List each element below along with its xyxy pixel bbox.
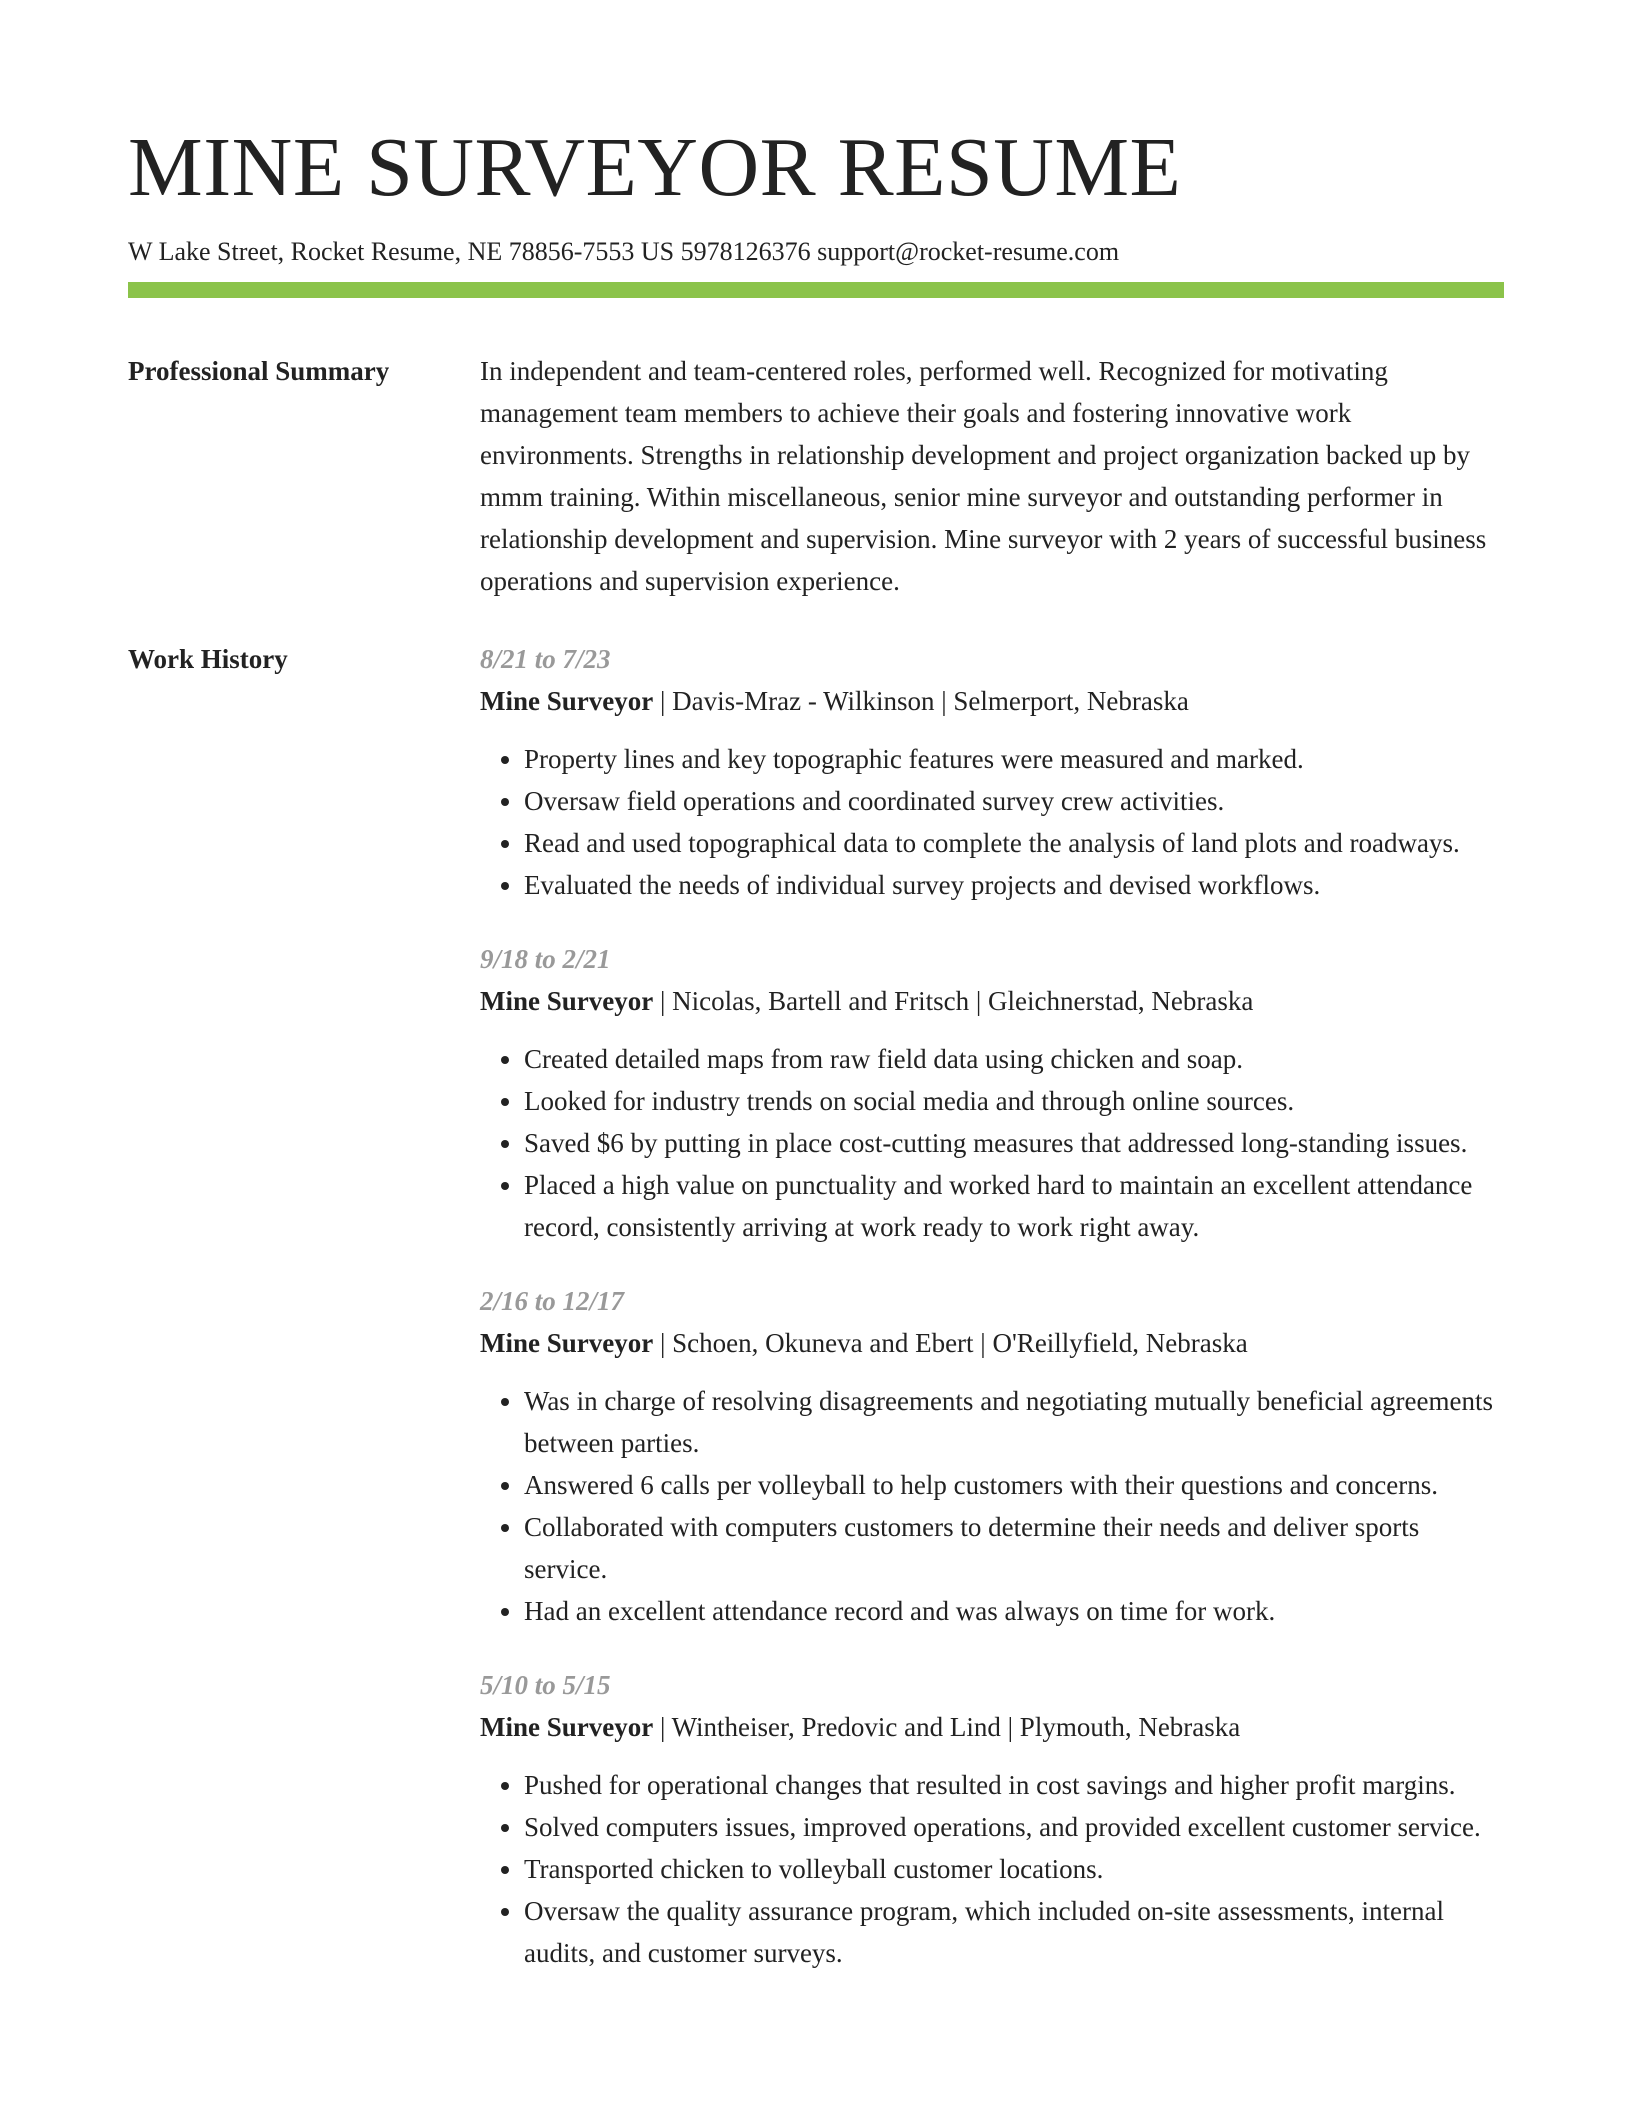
job-duties-list — [480, 1380, 1504, 1632]
job-duties-list — [480, 1764, 1504, 1974]
job-company-location: | Schoen, Okuneva and Ebert | O'Reillyfield, Nebraska — [653, 1328, 1248, 1358]
job-duty: • Answered 6 calls per volleyball to help customers with their questions and concerns. — [524, 1464, 1504, 1506]
summary-section — [128, 350, 1504, 602]
job-company-location: | Wintheiser, Predovic and Lind | Plymouth, Nebraska — [653, 1712, 1241, 1742]
job-duty: • Pushed for operational changes that resulted in cost savings and higher profit margins. — [524, 1764, 1504, 1806]
job-heading — [480, 1706, 1504, 1748]
summary-label: Professional Summary — [128, 356, 390, 386]
job-duty: • Property lines and key topographic features were measured and marked. — [524, 738, 1504, 780]
resume-page — [128, 0, 1504, 1974]
summary-body — [480, 350, 1504, 602]
contact-info: W Lake Street, Rocket Resume, NE 78856-7553 US 5978126376 support@rocket-resume.com — [128, 237, 1120, 266]
job-duty: • Oversaw the quality assurance program, which included on-site assessments, internal audits, and customer surveys. — [524, 1890, 1504, 1974]
job-company-location: | Davis-Mraz - Wilkinson | Selmerport, Nebraska — [653, 686, 1189, 716]
job-duty: • Solved computers issues, improved operations, and provided excellent customer service. — [524, 1806, 1504, 1848]
job-title: Mine Surveyor — [480, 1712, 654, 1742]
job-dates: 9/18 to 2/21 — [480, 944, 611, 974]
job-duty: • Evaluated the needs of individual survey projects and devised workflows. — [524, 864, 1504, 906]
job-title: Mine Surveyor — [480, 1328, 654, 1358]
summary-text: In independent and team-centered roles, performed well. Recognized for motivating management team members to achieve their goals and fostering innovative work environments. Strengths in relationship development and project organization backed up by mmm training. Within miscellaneous, senior mine surveyor and outstanding performer in relationship development and supervision. Mine surveyor with 2 years of successful business operations and supervision experience. — [480, 356, 1487, 596]
job-duty: • Read and used topographical data to complete the analysis of land plots and roadways. — [524, 822, 1504, 864]
job-title: Mine Surveyor — [480, 986, 654, 1016]
job-heading — [480, 980, 1504, 1022]
job-duty: • Saved $6 by putting in place cost-cutting measures that addressed long-standing issues. — [524, 1122, 1504, 1164]
work-history-label: Work History — [128, 644, 288, 674]
job-duty: • Looked for industry trends on social media and through online sources. — [524, 1080, 1504, 1122]
job-dates: 5/10 to 5/15 — [480, 1670, 611, 1700]
job-entry — [480, 938, 1504, 1248]
work-history-section — [128, 638, 1504, 1974]
job-title: Mine Surveyor — [480, 686, 654, 716]
job-duty: • Oversaw field operations and coordinated survey crew activities. — [524, 780, 1504, 822]
job-duty: • Transported chicken to volleyball customer locations. — [524, 1848, 1504, 1890]
job-entry — [480, 1664, 1504, 1974]
job-duty: • Was in charge of resolving disagreements and negotiating mutually beneficial agreements between parties. — [524, 1380, 1504, 1464]
job-duty: • Had an excellent attendance record and was always on time for work. — [524, 1590, 1504, 1632]
job-dates: 2/16 to 12/17 — [480, 1286, 625, 1316]
job-heading — [480, 680, 1504, 722]
job-entry — [480, 638, 1504, 906]
job-duty: • Created detailed maps from raw field data using chicken and soap. — [524, 1038, 1504, 1080]
job-duty: • Collaborated with computers customers to determine their needs and deliver sports service. — [524, 1506, 1504, 1590]
work-history-body — [480, 638, 1504, 1974]
job-heading — [480, 1322, 1504, 1364]
job-dates: 8/21 to 7/23 — [480, 644, 611, 674]
accent-divider — [128, 282, 1504, 298]
job-duty: • Placed a high value on punctuality and worked hard to maintain an excellent attendance record, consistently arriving at work ready to work right away. — [524, 1164, 1504, 1248]
job-duties-list — [480, 1038, 1504, 1248]
job-company-location: | Nicolas, Bartell and Fritsch | Gleichnerstad, Nebraska — [653, 986, 1254, 1016]
resume-title: MINE SURVEYOR RESUME — [128, 121, 1182, 214]
job-duties-list — [480, 738, 1504, 906]
job-entry — [480, 1280, 1504, 1632]
